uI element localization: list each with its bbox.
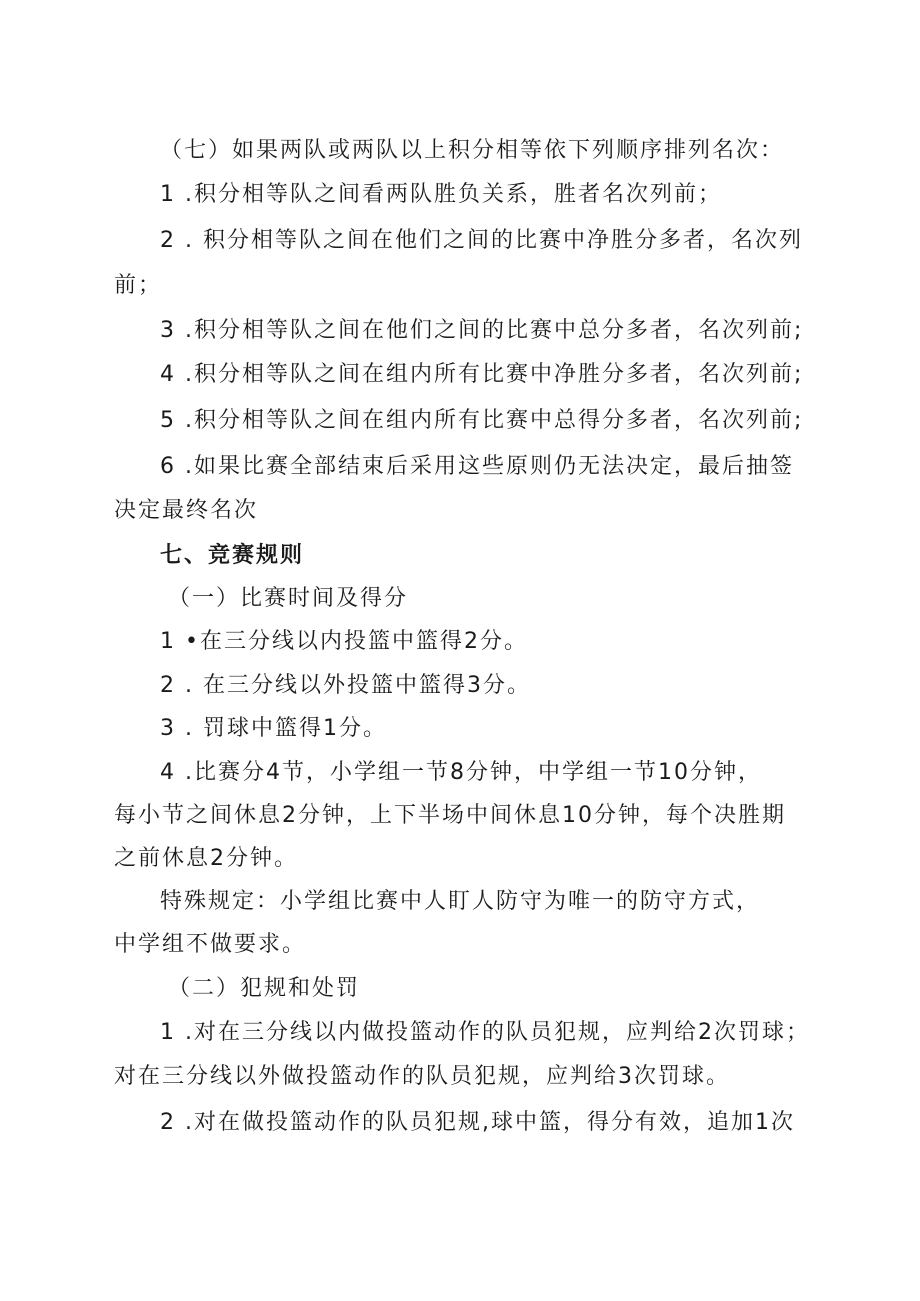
paragraph-rule-2: 2 . 积分相等队之间在他们之间的比赛中净胜分多者，名次列 xyxy=(160,228,803,253)
paragraph-rule-1: 1 .积分相等队之间看两队胜负关系，胜者名次列前； xyxy=(160,182,722,207)
paragraph-score-1: 1 •在三分线以内投篮中篮得2分。 xyxy=(160,629,528,654)
paragraph-score-3: 3 . 罚球中篮得1分。 xyxy=(160,716,387,741)
paragraph-rule-3: 3 .积分相等队之间在他们之间的比赛中总分多者，名次列前; xyxy=(160,318,804,343)
paragraph-score-4: 4 .比赛分4节，小学组一节8分钟，中学组一节10分钟， xyxy=(160,760,762,785)
paragraph-rule-6: 6 .如果比赛全部结束后采用这些原则仍无法决定，最后抽签 xyxy=(160,454,794,479)
paragraph-rule-5: 5 .积分相等队之间在组内所有比赛中总得分多者，名次列前; xyxy=(160,408,804,433)
paragraph-special-rule-cont: 中学组不做要求。 xyxy=(114,932,307,957)
paragraph-ranking-intro: （七）如果两队或两队以上积分相等依下列顺序排列名次： xyxy=(160,138,785,163)
paragraph-score-4-cont-1: 每小节之间休息2分钟，上下半场中间休息10分钟，每个决胜期 xyxy=(114,803,786,828)
paragraph-foul-1-cont: 对在三分线以外做投篮动作的队员犯规，应判给3次罚球。 xyxy=(114,1064,730,1089)
subsection-heading-time-score: （一）比赛时间及得分 xyxy=(168,586,409,611)
paragraph-rule-2-cont: 前； xyxy=(114,273,163,298)
paragraph-score-2: 2 . 在三分线以外投篮中篮得3分。 xyxy=(160,673,531,698)
section-heading-competition-rules: 七、竞赛规则 xyxy=(160,543,305,568)
paragraph-foul-1: 1 .对在三分线以内做投篮动作的队员犯规，应判给2次罚球； xyxy=(160,1020,810,1045)
paragraph-score-4-cont-2: 之前休息2分钟。 xyxy=(114,846,298,871)
subsection-heading-fouls: （二）犯规和处罚 xyxy=(168,976,361,1001)
paragraph-foul-2: 2 .对在做投篮动作的队员犯规,球中篮，得分有效，追加1次 xyxy=(160,1110,795,1135)
paragraph-special-rule: 特殊规定：小学组比赛中人盯人防守为唯一的防守方式， xyxy=(160,889,761,914)
paragraph-rule-4: 4 .积分相等队之间在组内所有比赛中净胜分多者，名次列前; xyxy=(160,362,804,387)
paragraph-rule-6-cont: 决定最终名次 xyxy=(114,498,259,523)
